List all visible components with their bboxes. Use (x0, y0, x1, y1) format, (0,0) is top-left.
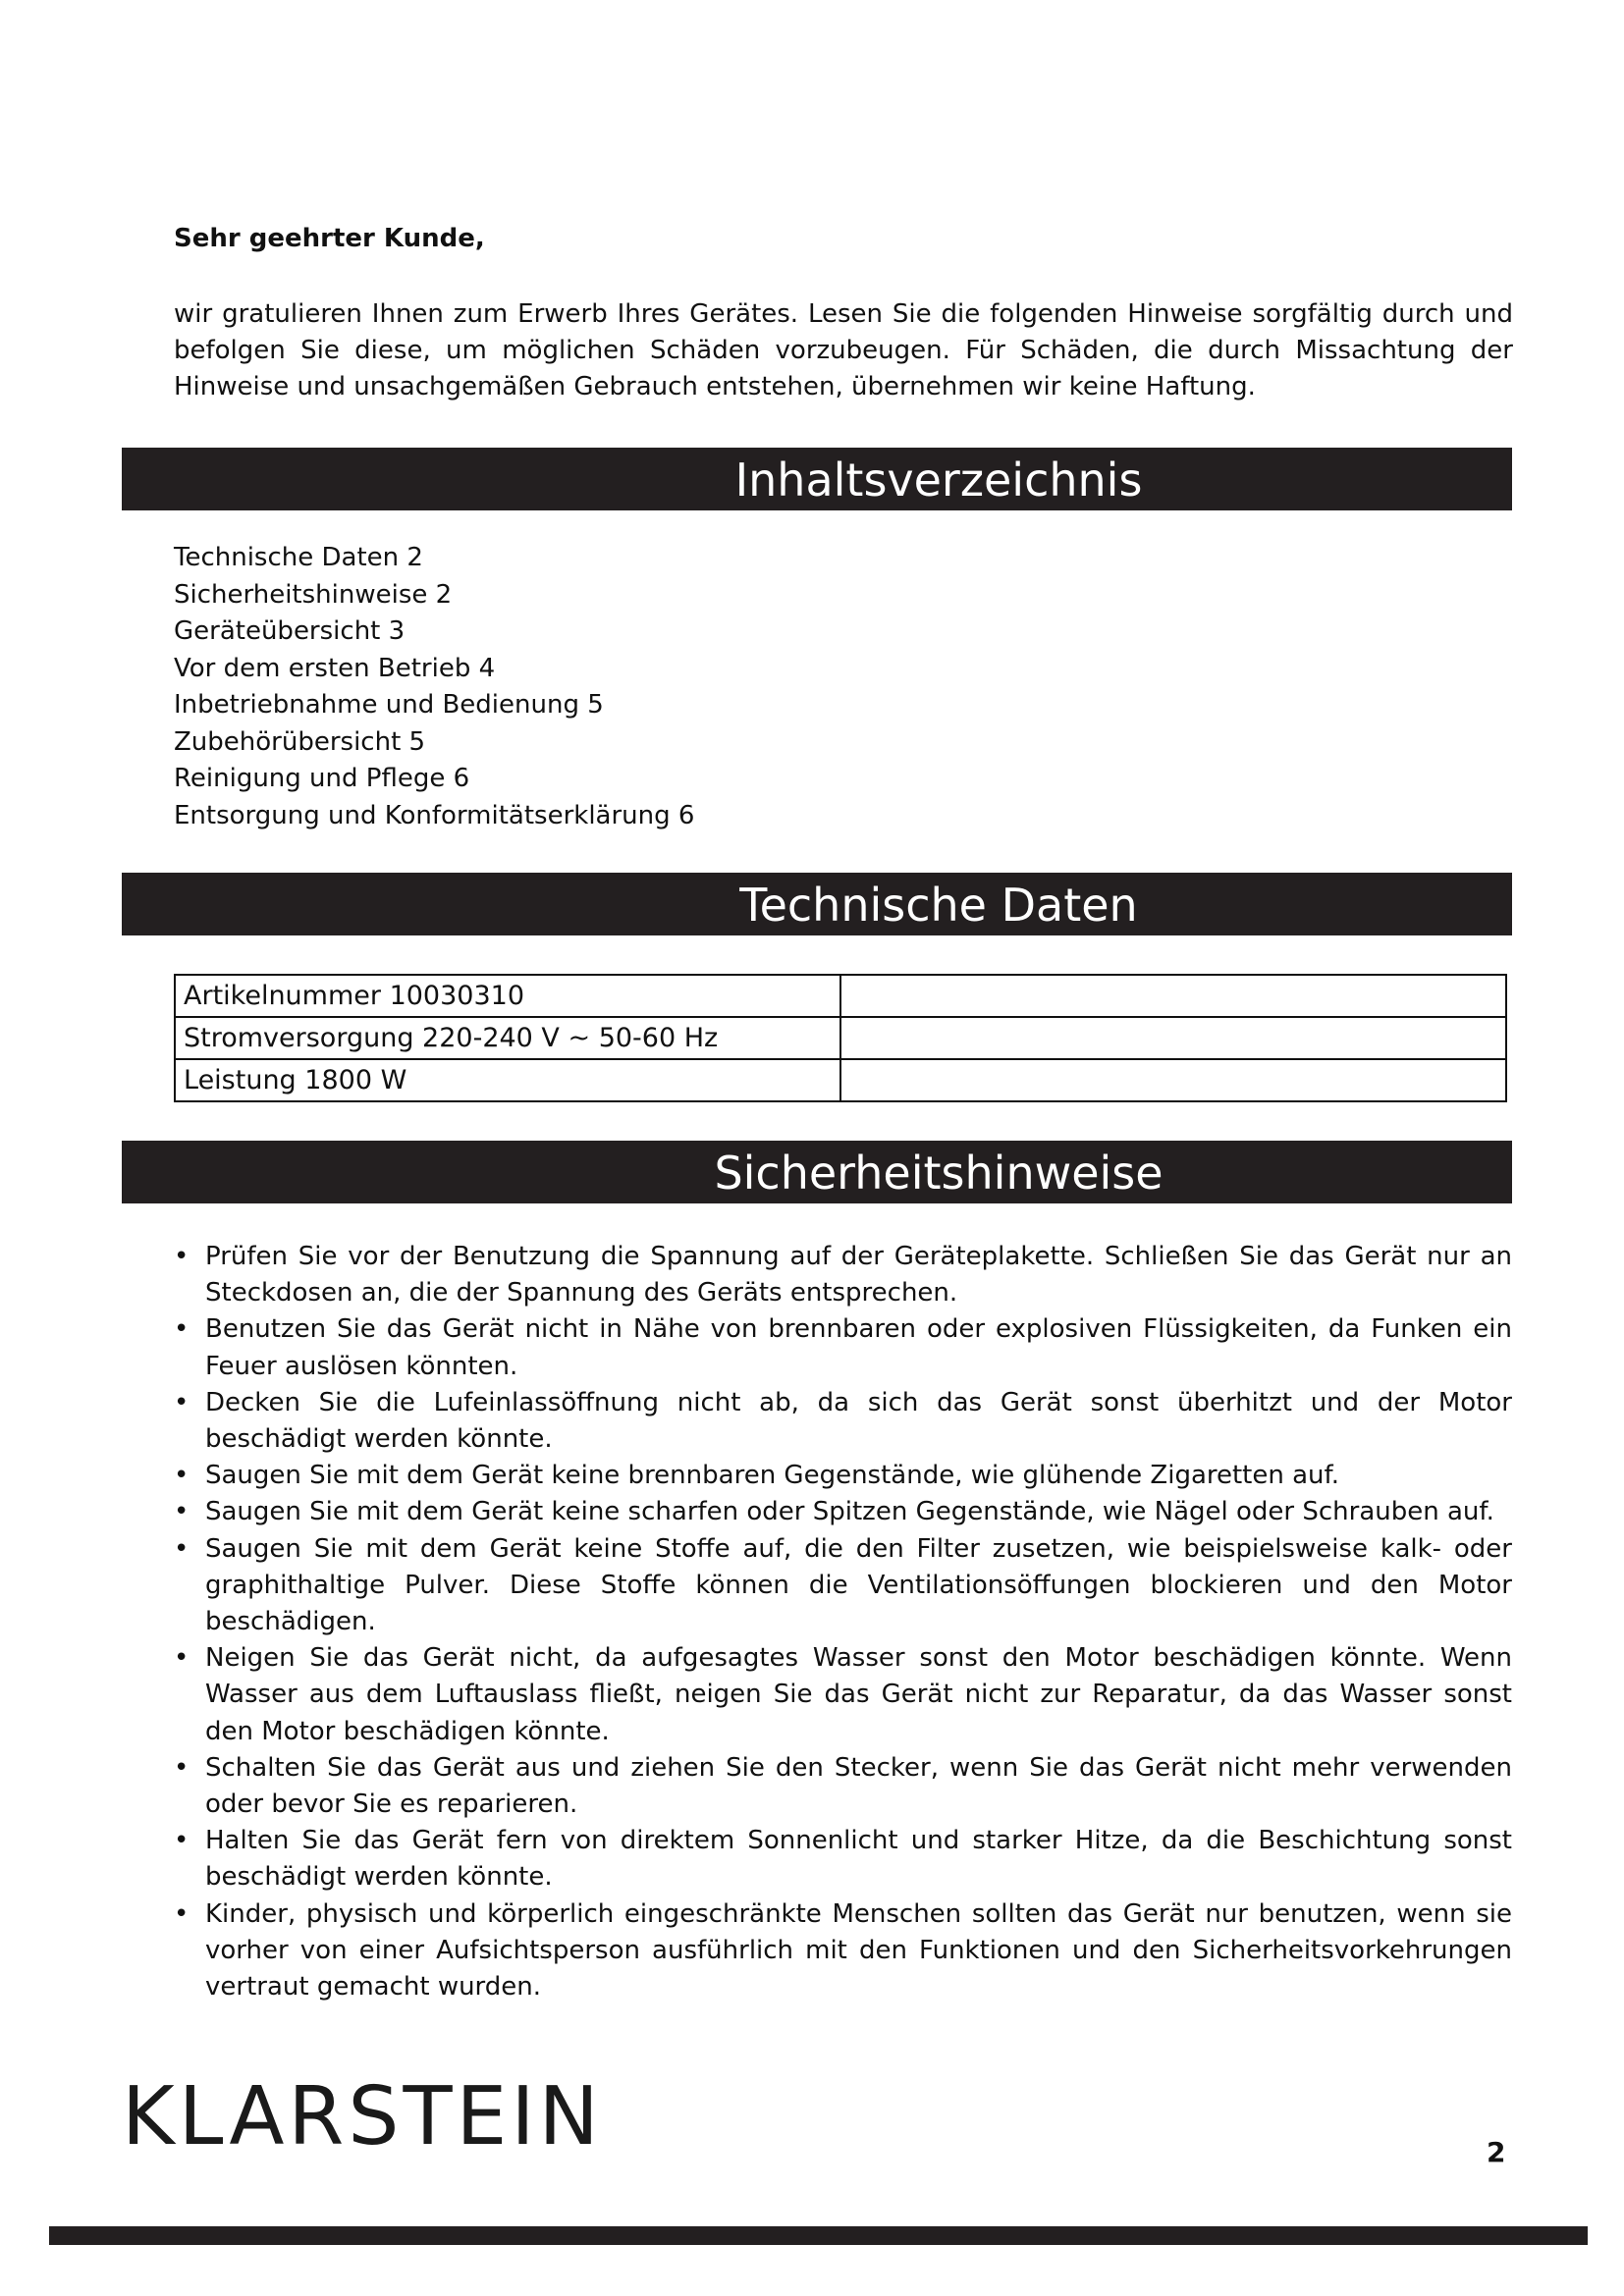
toc-list (174, 540, 694, 834)
toc-item: Inbetriebnahme und Bedienung 5 (174, 690, 604, 720)
bullet-icon: • (174, 1461, 189, 1491)
toc-item: Entsorgung und Konformitätserklärung 6 (174, 800, 695, 830)
list-item (174, 1896, 1512, 2006)
list-item-text: Benutzen Sie das Gerät nicht in Nähe von brennbaren oder explosiven Flüssigkeiten, da Funken ein Feuer auslösen könnten. (205, 1314, 1512, 1381)
table-row (175, 975, 1506, 1017)
table-row (175, 1059, 1506, 1101)
list-item (174, 1494, 1512, 1530)
bullet-icon: • (174, 1533, 189, 1564)
greeting: Sehr geehrter Kunde, (174, 224, 485, 253)
list-item (174, 1750, 1512, 1823)
toc-item: Zubehörübersicht 5 (174, 726, 426, 757)
spec-cell (840, 1017, 1506, 1059)
list-item-text: Saugen Sie mit dem Gerät keine Stoffe auf, die den Filter zusetzen, wie beispielsweise kalk- oder graphithaltige Pulver. Diese Stoffe können die Ventilationsöffungen blockieren und den Motor beschädigen. (205, 1533, 1512, 1637)
safety-list (174, 1239, 1512, 2005)
spec-cell: Leistung 1800 W (175, 1059, 840, 1101)
spec-cell (840, 975, 1506, 1017)
list-item-text: Neigen Sie das Gerät nicht, da aufgesagtes Wasser sonst den Motor beschädigen könnte. Wenn Wasser aus dem Luftauslass fließt, neigen Sie das Gerät nicht zur Reparatur, da das Wasser sonst den Motor beschädigen könnte. (205, 1643, 1512, 1746)
bullet-icon: • (174, 1497, 189, 1527)
bullet-icon: • (174, 1242, 189, 1271)
brand-logo: KLARSTEIN (122, 2070, 603, 2163)
toc-item: Vor dem ersten Betrieb 4 (174, 653, 496, 683)
bullet-icon: • (174, 1643, 189, 1674)
toc-heading-bar (122, 448, 1512, 510)
tech-heading-bar (122, 873, 1512, 935)
list-item-text: Schalten Sie das Gerät aus und ziehen Sie den Stecker, wenn Sie das Gerät nicht mehr verwenden oder bevor Sie es reparieren. (205, 1752, 1512, 1820)
safety-heading-bar (122, 1141, 1512, 1203)
list-item-text: Kinder, physisch und körperlich eingeschränkte Menschen sollten das Gerät nur benutzen, wenn sie vorher von einer Aufsichtsperson ausführlich mit den Funktionen und den Sicherheitsvorkehrungen vertraut gemacht wurden. (205, 1898, 1512, 2002)
intro-paragraph: wir gratulieren Ihnen zum Erwerb Ihres Gerätes. Lesen Sie die folgenden Hinweise sorgfältig durch und befolgen Sie diese, um möglichen Schäden vorzubeugen. Für Schäden, die durch Missachtung der Hinweise und unsachgemäßen Gebrauch entstehen, übernehmen wir keine Haftung. (174, 299, 1513, 401)
tech-spec-table (174, 974, 1507, 1102)
list-item-text: Decken Sie die Lufeinlassöffnung nicht ab, da sich das Gerät sonst überhitzt und der Motor beschädigt werden könnte. (205, 1387, 1512, 1455)
list-item (174, 1311, 1512, 1384)
list-item (174, 1531, 1512, 1641)
bullet-icon: • (174, 1314, 189, 1345)
toc-item: Geräteübersicht 3 (174, 616, 406, 646)
list-item (174, 1458, 1512, 1494)
list-item (174, 1640, 1512, 1750)
list-item-text: Saugen Sie mit dem Gerät keine scharfen oder Spitzen Gegenstände, wie Nägel oder Schrauben auf. (205, 1497, 1494, 1527)
toc-item: Technische Daten 2 (174, 543, 423, 572)
spec-cell (840, 1059, 1506, 1101)
list-item (174, 1239, 1512, 1311)
safety-heading: Sicherheitshinweise (714, 1147, 1164, 1200)
toc-item: Sicherheitshinweise 2 (174, 579, 453, 610)
footer-bar (49, 2226, 1588, 2245)
spec-cell: Stromversorgung 220-240 V ~ 50-60 Hz (175, 1017, 840, 1059)
list-item (174, 1385, 1512, 1458)
spec-cell: Artikelnummer 10030310 (175, 975, 840, 1017)
list-item (174, 1823, 1512, 1896)
list-item-text: Saugen Sie mit dem Gerät keine brennbaren Gegenstände, wie glühende Zigaretten auf. (205, 1461, 1340, 1491)
bullet-icon: • (174, 1752, 189, 1783)
tech-heading: Technische Daten (739, 879, 1138, 932)
page-number: 2 (1487, 2136, 1506, 2168)
toc-item: Reinigung und Pflege 6 (174, 764, 470, 793)
list-item-text: Halten Sie das Gerät fern von direktem Sonnenlicht und starker Hitze, da die Beschichtung sonst beschädigt werden könnte. (205, 1826, 1512, 1893)
bullet-icon: • (174, 1826, 189, 1856)
list-item-text: Prüfen Sie vor der Benutzung die Spannung auf der Geräteplakette. Schließen Sie das Gerät nur an Steckdosen an, die der Spannung des Geräts entsprechen. (205, 1242, 1512, 1308)
toc-heading: Inhaltsverzeichnis (734, 454, 1143, 507)
bullet-icon: • (174, 1898, 189, 1929)
bullet-icon: • (174, 1387, 189, 1417)
table-row (175, 1017, 1506, 1059)
